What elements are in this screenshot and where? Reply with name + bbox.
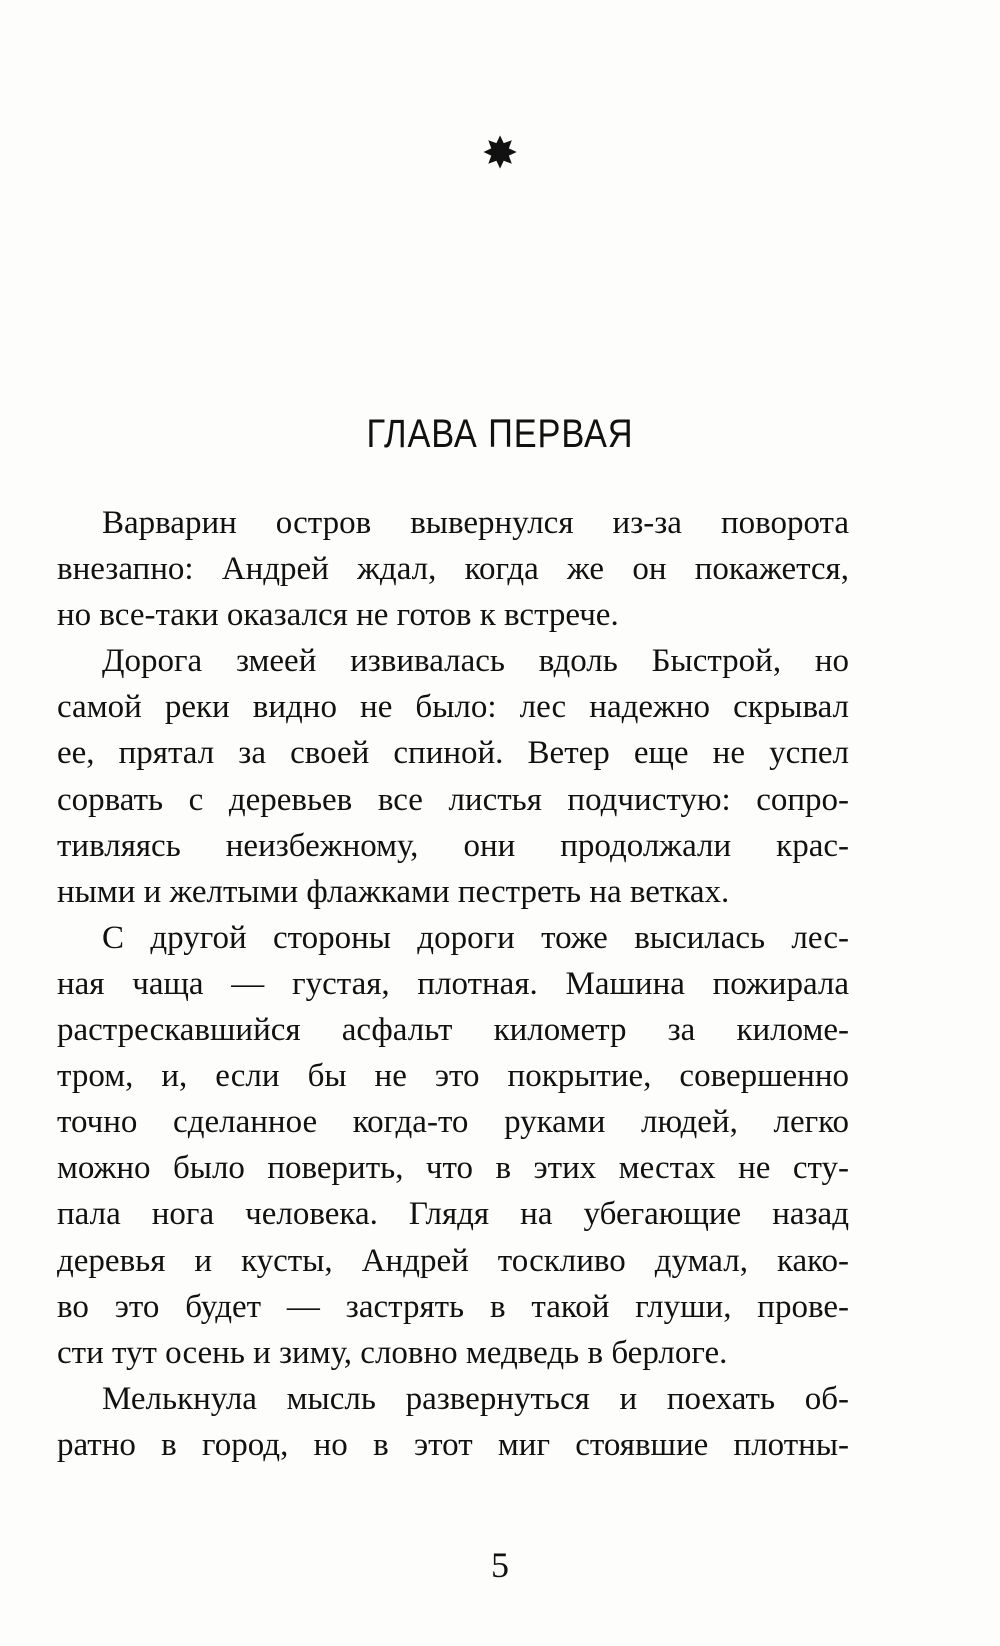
page-number: 5	[491, 1545, 509, 1585]
chapter-title: ГЛАВА ПЕРВАЯ	[366, 412, 634, 456]
text-line: внезапно: Андрей ждал, когда же он покажется,	[57, 551, 849, 588]
text-line: сти тут осень и зиму, словно медведь в берлоге.	[57, 1334, 728, 1371]
text-line: Мелькнула мысль развернуться и поехать об-	[102, 1380, 849, 1417]
text-line: Дорога змеей извивалась вдоль Быстрой, но	[102, 643, 849, 680]
text-line: растрескавшийся асфальт километр за киломе-	[57, 1012, 849, 1049]
text-line: ная чаща — густая, плотная. Машина пожирала	[57, 965, 849, 1002]
text-line: тивляясь неизбежному, они продолжали крас-	[57, 827, 849, 864]
text-line: но все-таки оказался не готов к встрече.	[57, 597, 619, 634]
text-line: деревья и кусты, Андрей тоскливо думал, како-	[57, 1242, 849, 1279]
text-line: ратно в город, но в этот миг стоявшие плотны-	[57, 1426, 849, 1463]
text-line: Варварин остров вывернулся из-за поворота	[102, 505, 849, 541]
text-line: точно сделанное когда-то руками людей, легко	[57, 1104, 849, 1141]
text-line: во это будет — застрять в такой глуши, прове-	[57, 1288, 849, 1325]
text-line: пала нога человека. Глядя на убегающие назад	[57, 1196, 849, 1233]
text-line: С другой стороны дороги тоже высилась лес-	[102, 919, 849, 956]
text-line: самой реки видно не было: лес надежно скрывал	[57, 689, 849, 726]
text-line: можно было поверить, что в этих местах не сту-	[57, 1150, 849, 1187]
body-text	[57, 500, 849, 1468]
text-line: тром, и, если бы не это покрытие, совершенно	[57, 1058, 849, 1095]
text-line: ными и желтыми флажками пестреть на ветках.	[57, 873, 730, 910]
eight-point-star-icon: ✸	[481, 128, 519, 179]
text-line: ее, прятал за своей спиной. Ветер еще не успел	[57, 735, 849, 772]
text-line: сорвать с деревьев все листья подчистую: сопро-	[57, 781, 849, 818]
